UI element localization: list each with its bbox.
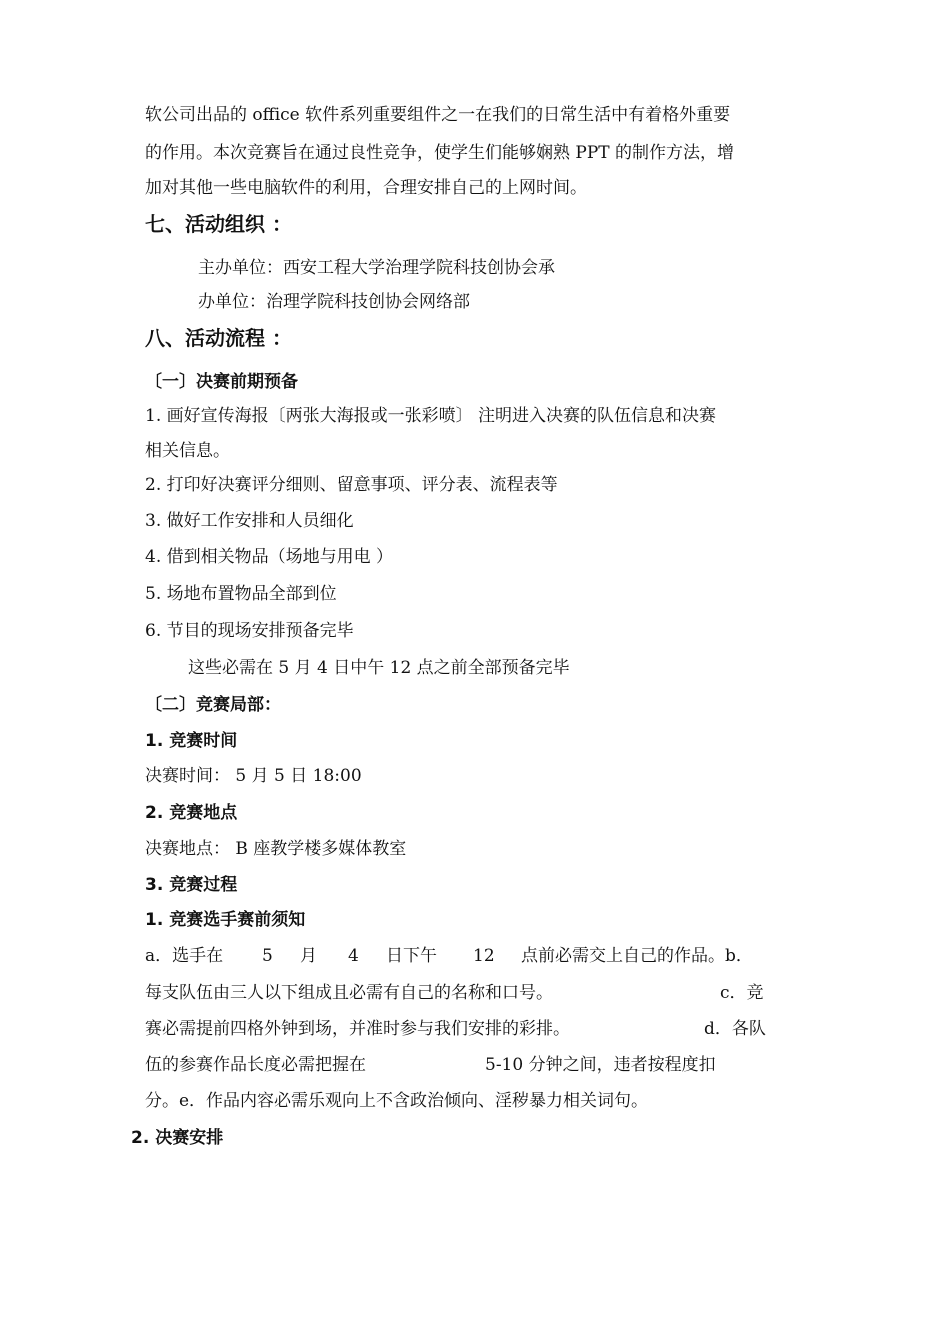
notice-segment: 5 [262,946,273,966]
prep-item: 5. 场地布置物品全部到位 [145,584,337,604]
notice-segment: 月 [300,946,317,966]
intro-line-1: 软公司出品的 office 软件系列重要组件之一在我们的日常生活中有着格外重要 [145,105,731,125]
co-organizer-line: 办单位：治理学院科技创协会网络部 [198,292,470,312]
place-title: 2. 竞赛地点 [145,803,238,823]
prep-item: 6. 节目的现场安排预备完毕 [145,621,354,641]
time-text: 决赛时间： 5 月 5 日 18:00 [145,766,362,786]
notice-segment: 12 [473,946,495,966]
schedule-title: 2. 决赛安排 [131,1128,224,1148]
prep-item: 相关信息。 [145,441,230,461]
notice-segment: 点前必需交上自己的作品。b． [521,946,753,966]
prep-item: 2. 打印好决赛评分细则、留意事项、评分表、流程表等 [145,475,558,495]
prep-deadline-note: 这些必需在 5 月 4 日中午 12 点之前全部预备完毕 [188,658,570,678]
prep-title: 〔一〕决赛前期预备 [145,372,298,392]
organizer-line: 主办单位：西安工程大学治理学院科技创协会承 [198,258,555,278]
notice-segment: a．选手在 [145,946,224,966]
notice-segment: 赛必需提前四格外钟到场，并准时参与我们安排的彩排。 [145,1019,570,1039]
section-7-heading: 七、活动组织 ： [145,212,292,236]
prep-item: 1. 画好宣传海报〔两张大海报或一张彩喷〕 注明进入决赛的队伍信息和决赛 [145,406,717,426]
prep-item: 4. 借到相关物品（场地与用电 ） [145,547,394,567]
notice-segment: 分。e．作品内容必需乐观向上不含政治倾向、淫秽暴力相关词句。 [145,1091,649,1111]
notice-segment: 日下午 [386,946,437,966]
prep-item: 3. 做好工作安排和人员细化 [145,511,354,531]
notice-segment: d．各队 [704,1019,766,1039]
notice-segment: 5-10 分钟之间，违者按程度扣 [485,1055,716,1075]
notice-segment: c．竞 [720,983,764,1003]
intro-line-2: 的作用。本次竞赛旨在通过良性竞争，使学生们能够娴熟 PPT 的制作方法，增 [145,143,735,163]
notice-segment: 4 [348,946,359,966]
process-title: 3. 竞赛过程 [145,875,238,895]
place-text: 决赛地点： B 座教学楼多媒体教室 [145,839,407,859]
notice-segment: 每支队伍由三人以下组成且必需有自己的名称和口号。 [145,983,553,1003]
intro-line-3: 加对其他一些电脑软件的利用，合理安排自己的上网时间。 [145,178,587,198]
comp-title: 〔二〕竞赛局部： [145,695,281,715]
section-8-heading: 八、活动流程 ： [145,326,292,350]
notice-title: 1. 竞赛选手赛前须知 [145,910,306,930]
notice-segment: 伍的参赛作品长度必需把握在 [145,1055,366,1075]
time-title: 1. 竞赛时间 [145,731,238,751]
